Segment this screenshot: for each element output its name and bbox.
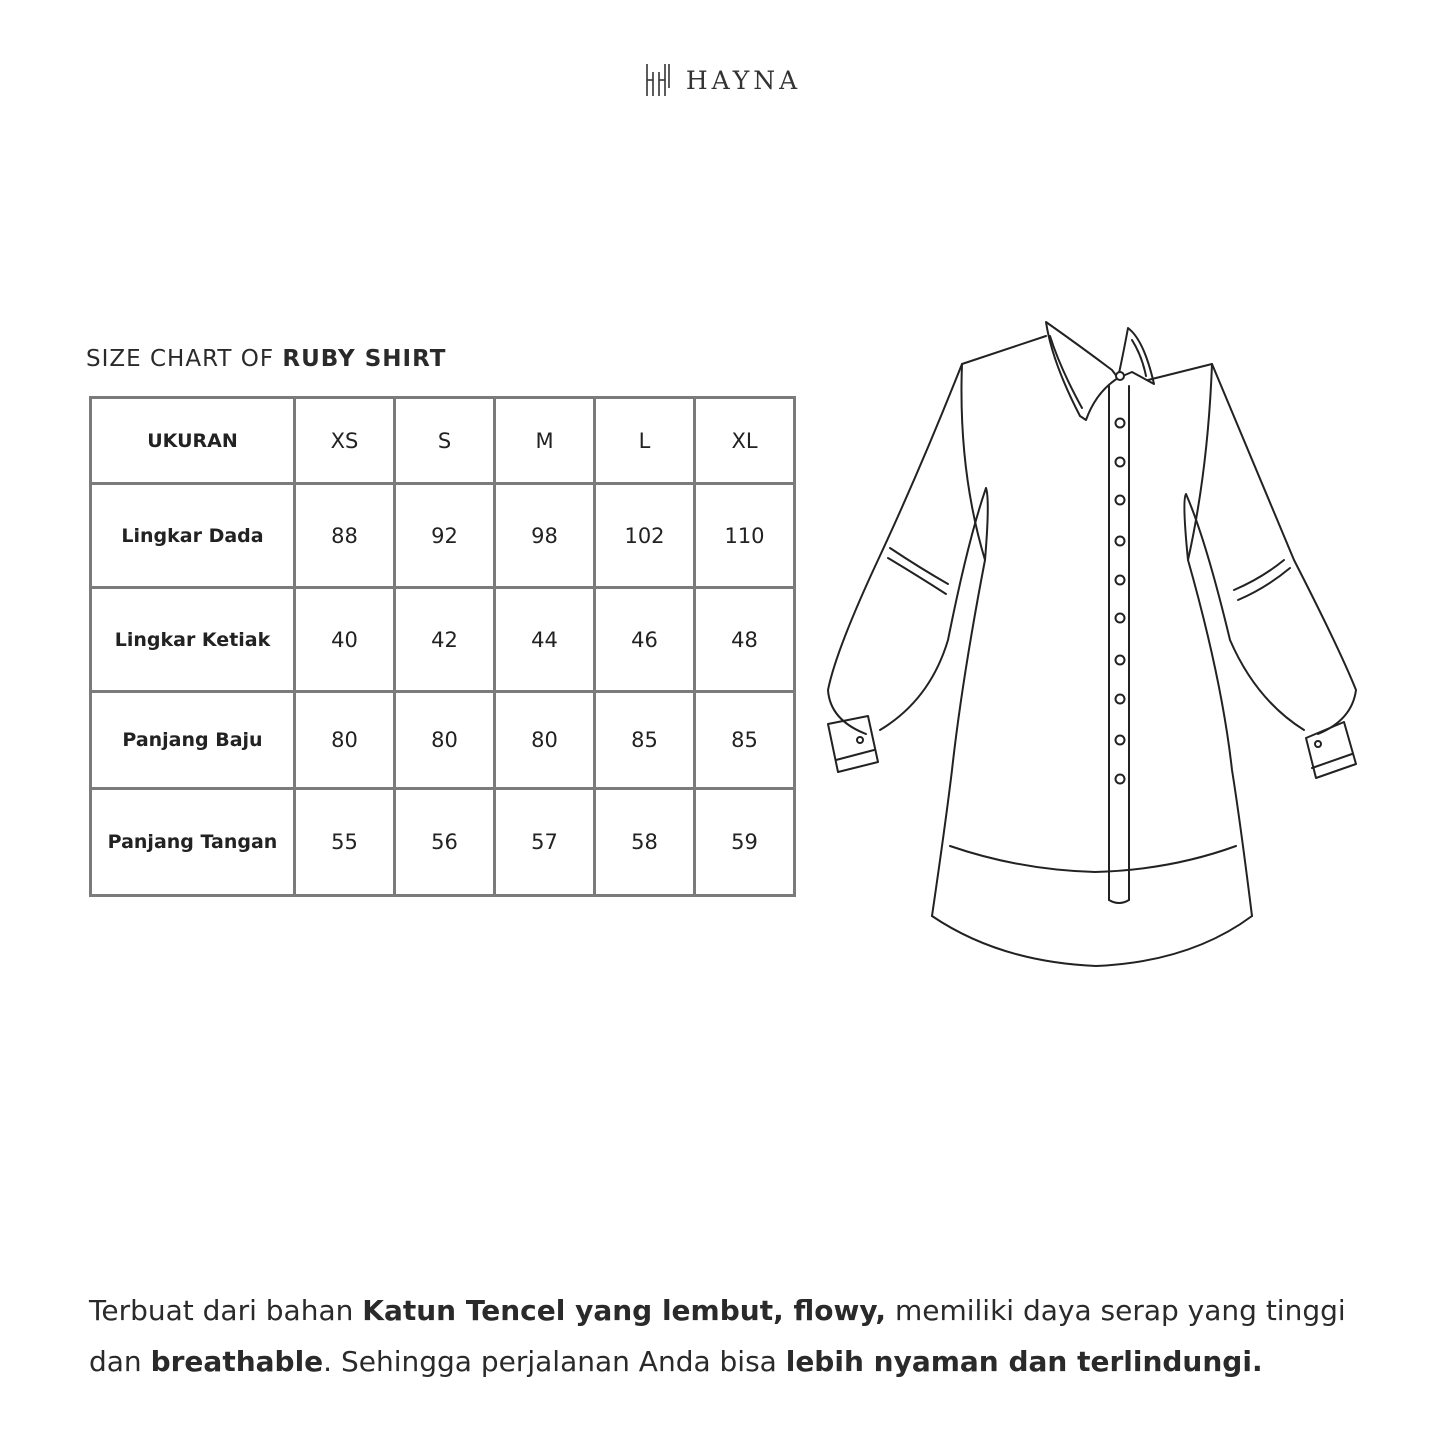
size-header: L	[595, 398, 695, 484]
brand-name: HAYNA	[685, 65, 802, 95]
brand-header	[0, 62, 1445, 98]
table-cell: 85	[695, 692, 795, 789]
chart-title	[86, 346, 446, 372]
table-cell: 58	[595, 789, 695, 896]
description-text: Terbuat dari bahan	[89, 1294, 363, 1327]
row-label: Lingkar Dada	[91, 484, 295, 588]
table-row	[91, 789, 795, 896]
table-row	[91, 692, 795, 789]
size-header: XS	[295, 398, 395, 484]
description-bold-text: lebih nyaman dan terlindungi.	[785, 1345, 1263, 1378]
table-cell: 55	[295, 789, 395, 896]
table-cell: 80	[395, 692, 495, 789]
table-cell: 85	[595, 692, 695, 789]
table-cell: 102	[595, 484, 695, 588]
table-cell: 40	[295, 588, 395, 692]
description-text: memiliki daya serap yang tinggi	[886, 1294, 1346, 1327]
row-label: Panjang Tangan	[91, 789, 295, 896]
description-line-1	[89, 1285, 1389, 1336]
hayna-monogram-logo	[644, 62, 672, 98]
row-label: Panjang Baju	[91, 692, 295, 789]
table-row	[91, 484, 795, 588]
table-cell: 48	[695, 588, 795, 692]
size-chart-table	[89, 396, 796, 897]
product-description	[89, 1285, 1389, 1387]
description-text: dan	[89, 1345, 151, 1378]
table-cell: 46	[595, 588, 695, 692]
table-cell: 92	[395, 484, 495, 588]
table-header-row	[91, 398, 795, 484]
table-cell: 110	[695, 484, 795, 588]
table-cell: 80	[295, 692, 395, 789]
shirt-technical-drawing-icon	[820, 318, 1365, 973]
description-line-2	[89, 1336, 1389, 1387]
size-header: M	[495, 398, 595, 484]
header-label: UKURAN	[91, 398, 295, 484]
chart-title-prefix: SIZE CHART OF	[86, 346, 275, 372]
description-bold-text: Katun Tencel yang lembut, flowy,	[362, 1294, 887, 1327]
chart-title-product: RUBY SHIRT	[282, 346, 447, 372]
table-cell: 98	[495, 484, 595, 588]
size-header: S	[395, 398, 495, 484]
table-cell: 80	[495, 692, 595, 789]
table-row	[91, 588, 795, 692]
table-cell: 59	[695, 789, 795, 896]
description-text: . Sehingga perjalanan Anda bisa	[323, 1345, 786, 1378]
size-header: XL	[695, 398, 795, 484]
table-cell: 44	[495, 588, 595, 692]
table-cell: 88	[295, 484, 395, 588]
row-label: Lingkar Ketiak	[91, 588, 295, 692]
table-cell: 57	[495, 789, 595, 896]
table-cell: 42	[395, 588, 495, 692]
description-bold-text: breathable	[150, 1345, 324, 1378]
table-cell: 56	[395, 789, 495, 896]
